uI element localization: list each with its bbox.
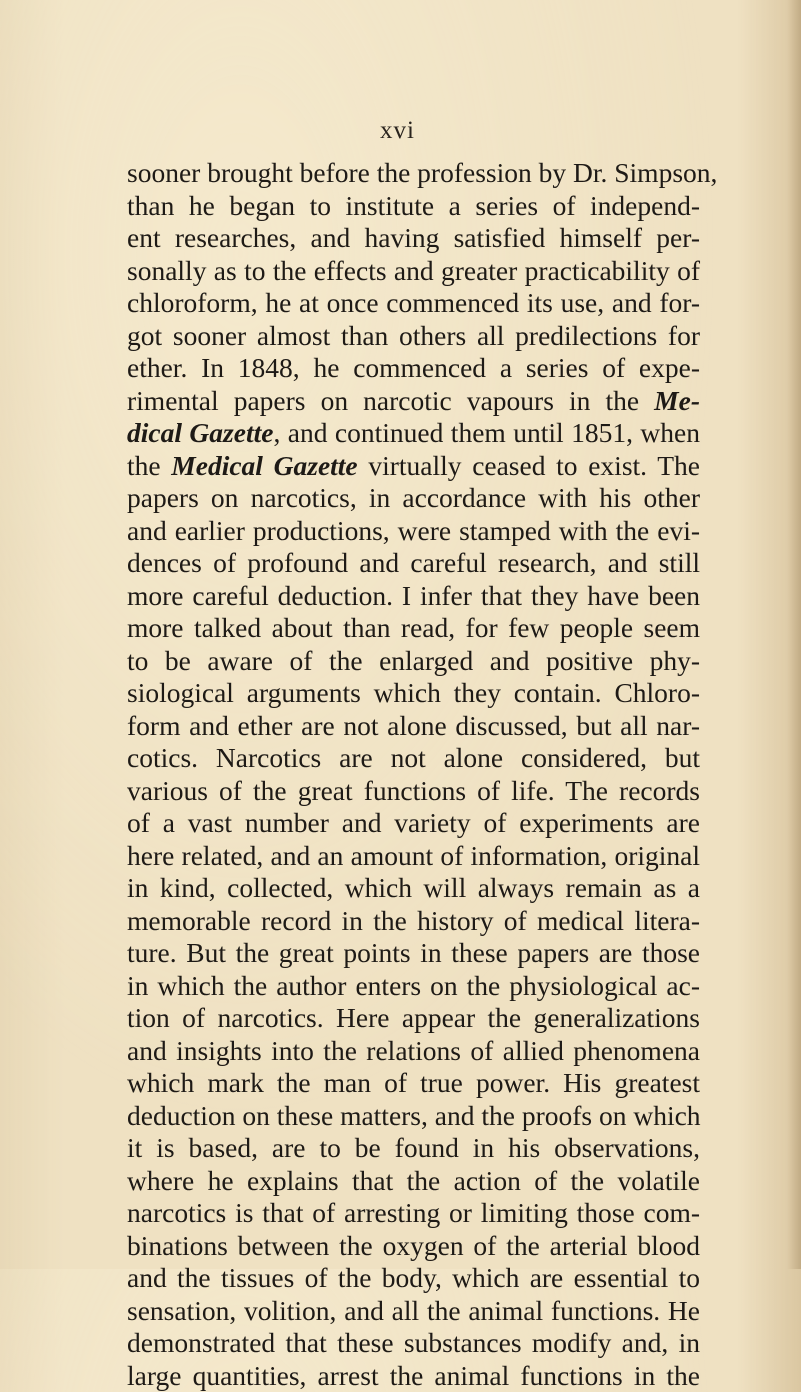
text-line: and insights into the relations of allied phenomena xyxy=(127,1035,700,1068)
text-line: which mark the man of true power. His greatest xyxy=(127,1067,700,1100)
text-line: got sooner almost than others all predilections for xyxy=(127,320,700,353)
text-line: rimental papers on narcotic vapours in the Me- xyxy=(127,385,700,418)
text-line: where he explains that the action of the volatile xyxy=(127,1165,700,1198)
text-line: it is based, are to be found in his observations, xyxy=(127,1132,700,1165)
text-line: cotics. Narcotics are not alone considered, but xyxy=(127,742,700,775)
text-line: demonstrated that these substances modify and, in xyxy=(127,1327,700,1360)
text-line: ture. But the great points in these papers are those xyxy=(127,937,700,970)
text-line: than he began to institute a series of independ- xyxy=(127,190,700,223)
text-line: form and ether are not alone discussed, but all nar- xyxy=(127,710,700,743)
text-line: of a vast number and variety of experiments are xyxy=(127,807,700,840)
text-line: sonally as to the effects and greater practicability of xyxy=(127,255,700,288)
text-line: narcotics is that of arresting or limiting those com- xyxy=(127,1197,700,1230)
text-line: and the tissues of the body, which are essential to xyxy=(127,1262,700,1295)
italic-title: Me- xyxy=(654,385,700,416)
body-text xyxy=(127,157,700,1392)
text-line: papers on narcotics, in accordance with his other xyxy=(127,482,700,515)
text-line: sooner brought before the profession by Dr. Simpson, xyxy=(127,157,700,190)
text-line: tion of narcotics. Here appear the generalizations xyxy=(127,1002,700,1035)
text-line: more careful deduction. I infer that they have been xyxy=(127,580,700,613)
text-line: memorable record in the history of medical litera- xyxy=(127,905,700,938)
text-line: siological arguments which they contain. Chloro- xyxy=(127,677,700,710)
text-line: dences of profound and careful research, and still xyxy=(127,547,700,580)
text-line: deduction on these matters, and the proofs on which xyxy=(127,1100,700,1133)
text-line: the Medical Gazette virtually ceased to exist. The xyxy=(127,450,700,483)
text-line: large quantities, arrest the animal functions in the xyxy=(127,1360,700,1392)
text-line: ent researches, and having satisfied himself per- xyxy=(127,222,700,255)
text-line: to be aware of the enlarged and positive phy- xyxy=(127,645,700,678)
text-line: more talked about than read, for few people seem xyxy=(127,612,700,645)
text-line: ether. In 1848, he commenced a series of expe- xyxy=(127,352,700,385)
italic-title: dical Gazette xyxy=(127,417,273,448)
text-line: here related, and an amount of information, original xyxy=(127,840,700,873)
page-number: xvi xyxy=(380,117,415,145)
text-line: sensation, volition, and all the animal functions. He xyxy=(127,1295,700,1328)
text-line: in kind, collected, which will always remain as a xyxy=(127,872,700,905)
page-edge-shadow xyxy=(787,0,801,1269)
italic-title: Medical Gazette xyxy=(171,450,357,481)
text-line: chloroform, he at once commenced its use, and for- xyxy=(127,287,700,320)
text-line: in which the author enters on the physiological ac- xyxy=(127,970,700,1003)
text-line: binations between the oxygen of the arterial blood xyxy=(127,1230,700,1263)
text-line: and earlier productions, were stamped with the evi- xyxy=(127,515,700,548)
text-line: various of the great functions of life. The records xyxy=(127,775,700,808)
text-line: dical Gazette, and continued them until 1851, when xyxy=(127,417,700,450)
